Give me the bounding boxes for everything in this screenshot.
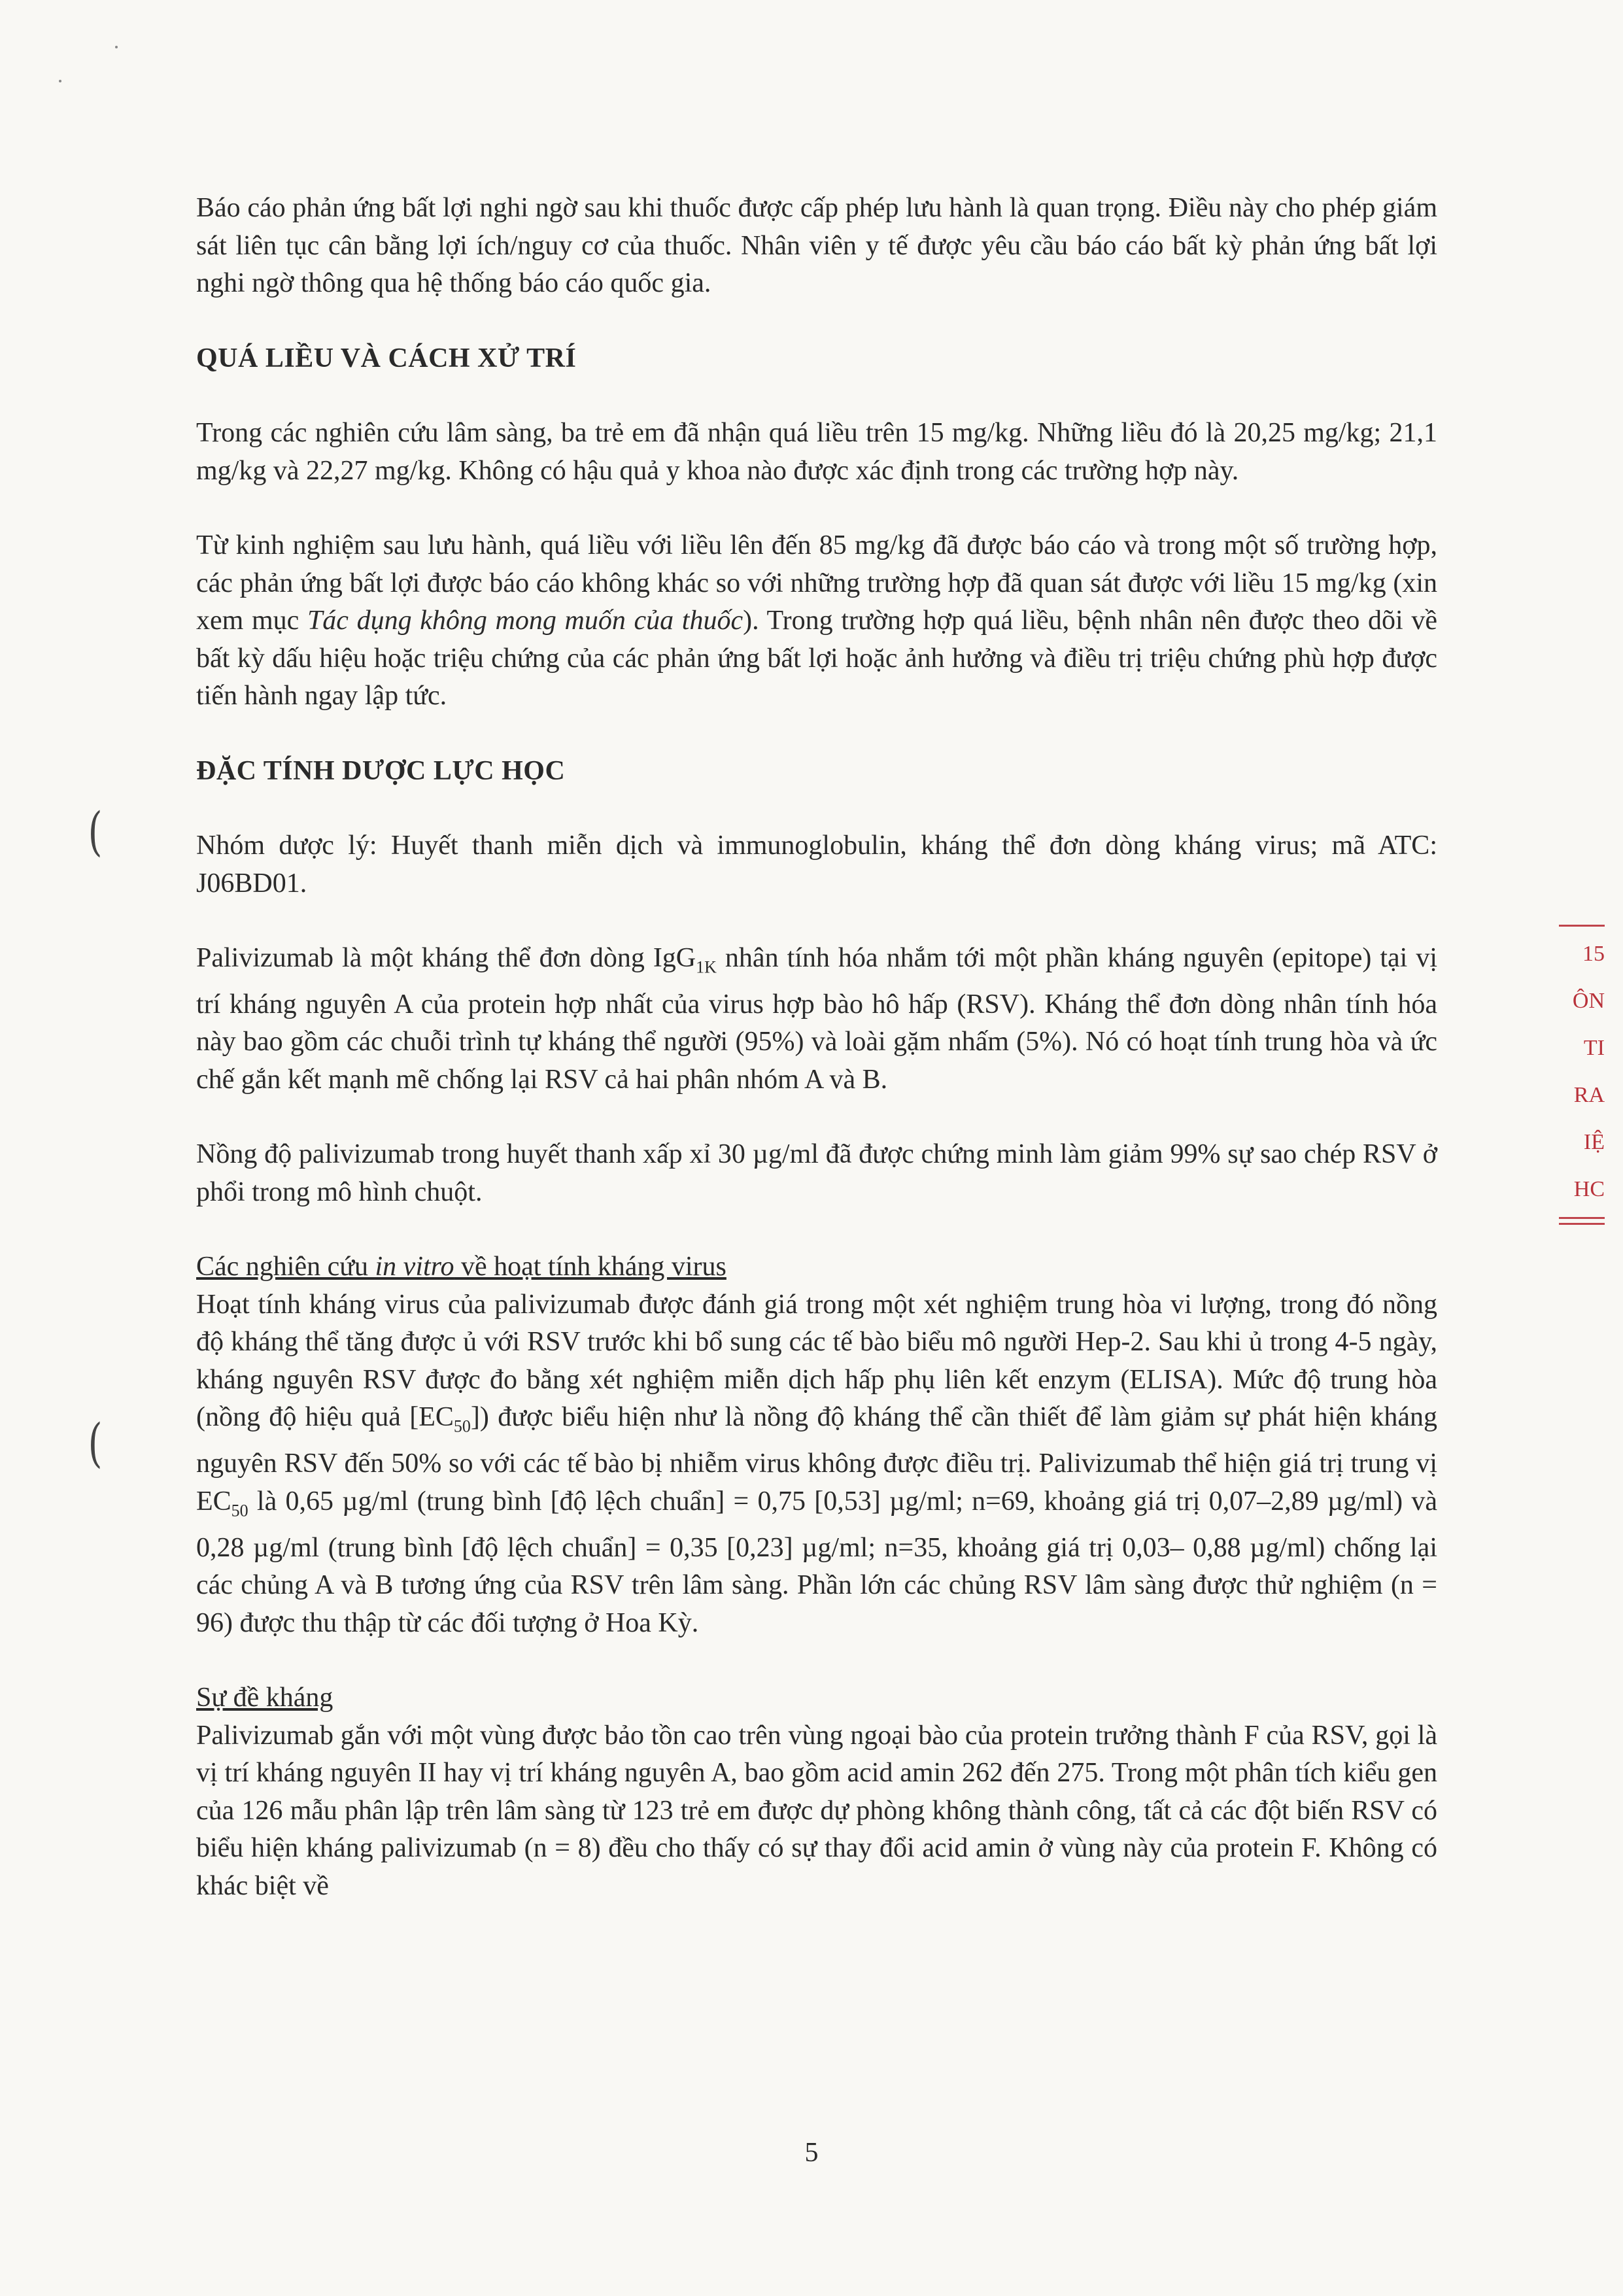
stamp-text: TI [1583,1036,1605,1060]
pharmacotherapeutic-group-paragraph: Nhóm dược lý: Huyết thanh miễn dịch và immunoglobulin, kháng thể đơn dòng kháng virus; mã ATC: J06BD01. [196,831,1437,899]
stamp-rule [1559,1217,1605,1219]
text-run: là 0,65 µg/ml (trung bình [độ lệch chuẩn] = 0,75 [0,53] µg/ml; n=69, khoảng giá trị 0,07–2,89 µg/ml) và 0,28 µg/ml (trung bình [độ lệch chuẩn] = 0,35 [0,23] µg/ml; n=35, khoảng giá trị 0,03– 0,88 µg/ml) chống lại các chủng A và B tương ứng của RSV trên lâm sàng. Phần lớn các chủng RSV lâm sàng được thử nghiệm (n = 96) được thu thập từ các đối tượng ở Hoa Kỳ. [196,1486,1437,1638]
resistance-subheading: Sự đề kháng [196,1683,333,1713]
stamp-rule [1559,1223,1605,1225]
text-run: Palivizumab là một kháng thể đơn dòng IgG [196,943,696,973]
stamp-text: 15 [1582,942,1605,966]
subscript: 1K [696,957,717,977]
in-vitro-italic: in vitro [375,1252,454,1282]
text-run: nhân tính hóa nhắm tới một phần kháng nguyên (epitope) tại vị trí kháng nguyên A của protein hợp nhất của virus hợp bào hô hấp (RSV). Kháng thể đơn dòng nhân tính hóa này bao gồm các chuỗi trình tự kháng thể người (95%) và loài gặm nhấm (5%). Nó có hoạt tính trung hòa và ức chế gắn kết mạnh mẽ chống lại RSV cả hai phân nhóm A và B. [196,943,1437,1095]
punch-hole-mark: ( [88,801,103,862]
text-run: Các nghiên cứu [196,1252,375,1282]
antiviral-activity-paragraph [196,1286,1437,1642]
overdose-heading: QUÁ LIỀU VÀ CÁCH XỬ TRÍ [196,343,577,373]
scan-speck [59,80,61,82]
document-body [196,190,1437,1905]
overdose-clinical-paragraph: Trong các nghiên cứu lâm sàng, ba trẻ em đã nhận quá liều trên 15 mg/kg. Những liều đó là 20,25 mg/kg; 21,1 mg/kg và 22,27 mg/kg. Không có hậu quả y khoa nào được xác định trong các trường hợp này. [196,418,1437,486]
margin-stamp-fragment [1559,921,1605,1229]
pharmacodynamics-heading: ĐẶC TÍNH DƯỢC LỰC HỌC [196,755,566,786]
text-run: về hoạt tính kháng virus [454,1252,726,1282]
text-run: ]) được biểu hiện như là nồng độ kháng thể cần thiết để làm giảm sự phát hiện kháng nguyên RSV đến 50% so với các tế bào bị nhiễm virus không được điều trị. Palivizumab thể hiện giá trị trung vị EC [196,1402,1438,1516]
resistance-paragraph: Palivizumab gắn với một vùng được bảo tồn cao trên vùng ngoại bào của protein trưởng thành F của RSV, gọi là vị trí kháng nguyên II hay vị trí kháng nguyên A, bao gồm acid amin 262 đến 275. Trong một phân tích kiểu gen của 126 mẫu phân lập trên lâm sàng từ 123 trẻ em được dự phòng không thành công, tất cả các đột biến RSV có biểu hiện kháng palivizumab (n = 8) đều cho thấy có sự thay đổi acid amin ở vùng này của protein F. Không có khác biệt về [196,1720,1437,1901]
stamp-text: ÔN [1572,989,1605,1013]
serum-concentration-paragraph: Nồng độ palivizumab trong huyết thanh xấp xỉ 30 µg/ml đã được chứng minh làm giảm 99% sự sao chép RSV ở phổi trong mô hình chuột. [196,1139,1437,1207]
subscript: 50 [453,1416,471,1436]
in-vitro-subheading [196,1248,1437,1286]
cross-reference-italic: Tác dụng không mong muốn của thuốc [307,606,743,636]
text-run: ). Trong trường hợp quá liều, bệnh nhân nên được theo dõi về bất kỳ dấu hiệu hoặc triệu chứng của các phản ứng bất lợi hoặc ảnh hưởng và điều trị triệu chứng phù hợp được tiến hành ngay lập tức. [196,606,1437,711]
stamp-text: IỆ [1583,1130,1605,1154]
scan-speck [115,46,118,48]
stamp-text: HC [1573,1177,1605,1201]
page-number: 5 [804,2138,819,2168]
stamp-rule [1559,925,1605,927]
overdose-postmarketing-paragraph [196,527,1437,715]
palivizumab-description-paragraph [196,940,1437,1099]
punch-hole-mark: ( [88,1413,103,1473]
text-run: Từ kinh nghiệm sau lưu hành, quá liều với liều lên đến 85 mg/kg đã được báo cáo và trong một số trường hợp, các phản ứng bất lợi được báo cáo không khác so với những trường hợp đã quan sát được với liều 15 mg/kg (xin xem mục [196,530,1437,636]
subscript: 50 [231,1501,248,1520]
adverse-reaction-reporting-paragraph: Báo cáo phản ứng bất lợi nghi ngờ sau khi thuốc được cấp phép lưu hành là quan trọng. Điều này cho phép giám sát liên tục cân bằng lợi ích/nguy cơ của thuốc. Nhân viên y tế được yêu cầu báo cáo bất kỳ phản ứng bất lợi nghi ngờ thông qua hệ thống báo cáo quốc gia. [196,193,1437,298]
text-run: Hoạt tính kháng virus của palivizumab được đánh giá trong một xét nghiệm trung hòa vi lượng, trong đó nồng độ kháng thể tăng được ủ với RSV trước khi bổ sung các tế bào biểu mô người Hep-2. Sau khi ủ trong 4-5 ngày, kháng nguyên RSV được đo bằng xét nghiệm miễn dịch hấp phụ liên kết enzym (ELISA). Mức độ trung hòa (nồng độ hiệu quả [EC [196,1289,1437,1433]
stamp-text: RA [1573,1083,1605,1107]
